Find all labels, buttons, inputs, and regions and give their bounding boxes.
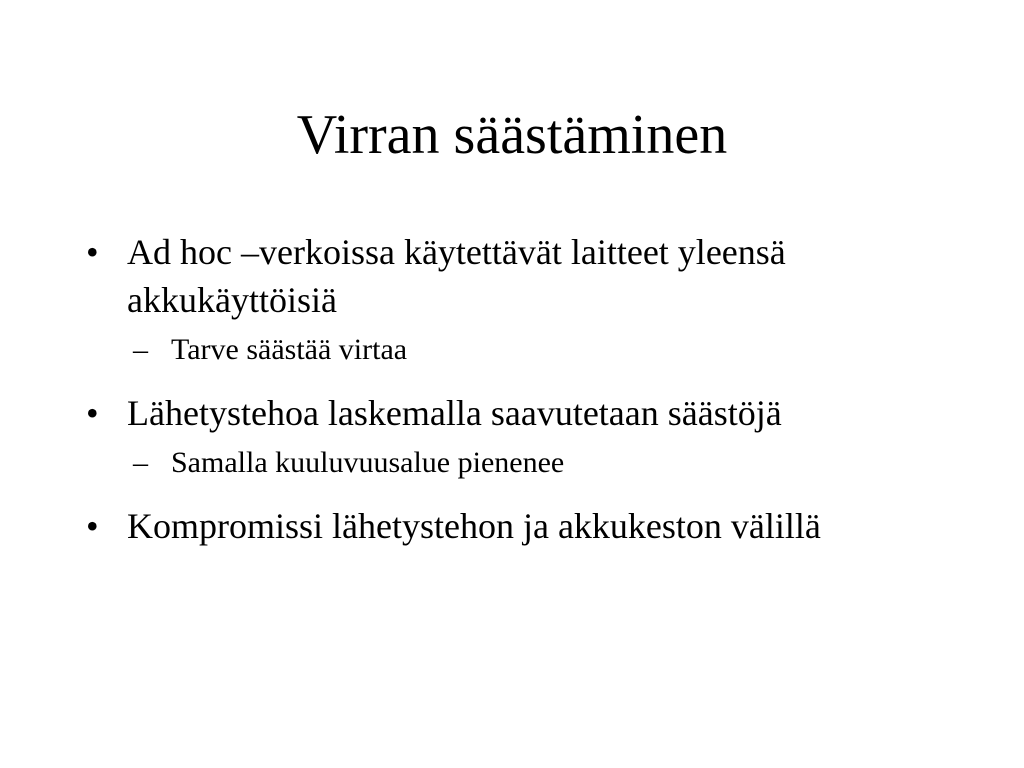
bullet-item xyxy=(84,228,944,324)
sub-bullet-text: Tarve säästää virtaa xyxy=(171,333,408,366)
bullet-item xyxy=(84,502,944,550)
slide-title: Virran säästäminen xyxy=(296,104,728,166)
sub-bullet-text: Samalla kuuluvuusalue pienenee xyxy=(171,446,565,479)
bullet-icon: • xyxy=(86,232,99,272)
sub-bullet-item xyxy=(84,442,944,484)
bullet-text: Lähetystehoa laskemalla saavutetaan säästöjä xyxy=(127,393,782,433)
bullet-icon: • xyxy=(86,393,99,433)
bullet-text: Kompromissi lähetystehon ja akkukeston välillä xyxy=(127,506,821,546)
bullet-text: Ad hoc –verkoissa käytettävät laitteet yleensä akkukäyttöisiä xyxy=(127,232,786,320)
dash-icon: – xyxy=(133,333,148,366)
sub-bullet-item xyxy=(84,329,944,371)
bullet-icon: • xyxy=(86,506,99,546)
dash-icon: – xyxy=(133,446,148,479)
bullet-item xyxy=(84,389,944,437)
bullet-list xyxy=(84,228,944,555)
